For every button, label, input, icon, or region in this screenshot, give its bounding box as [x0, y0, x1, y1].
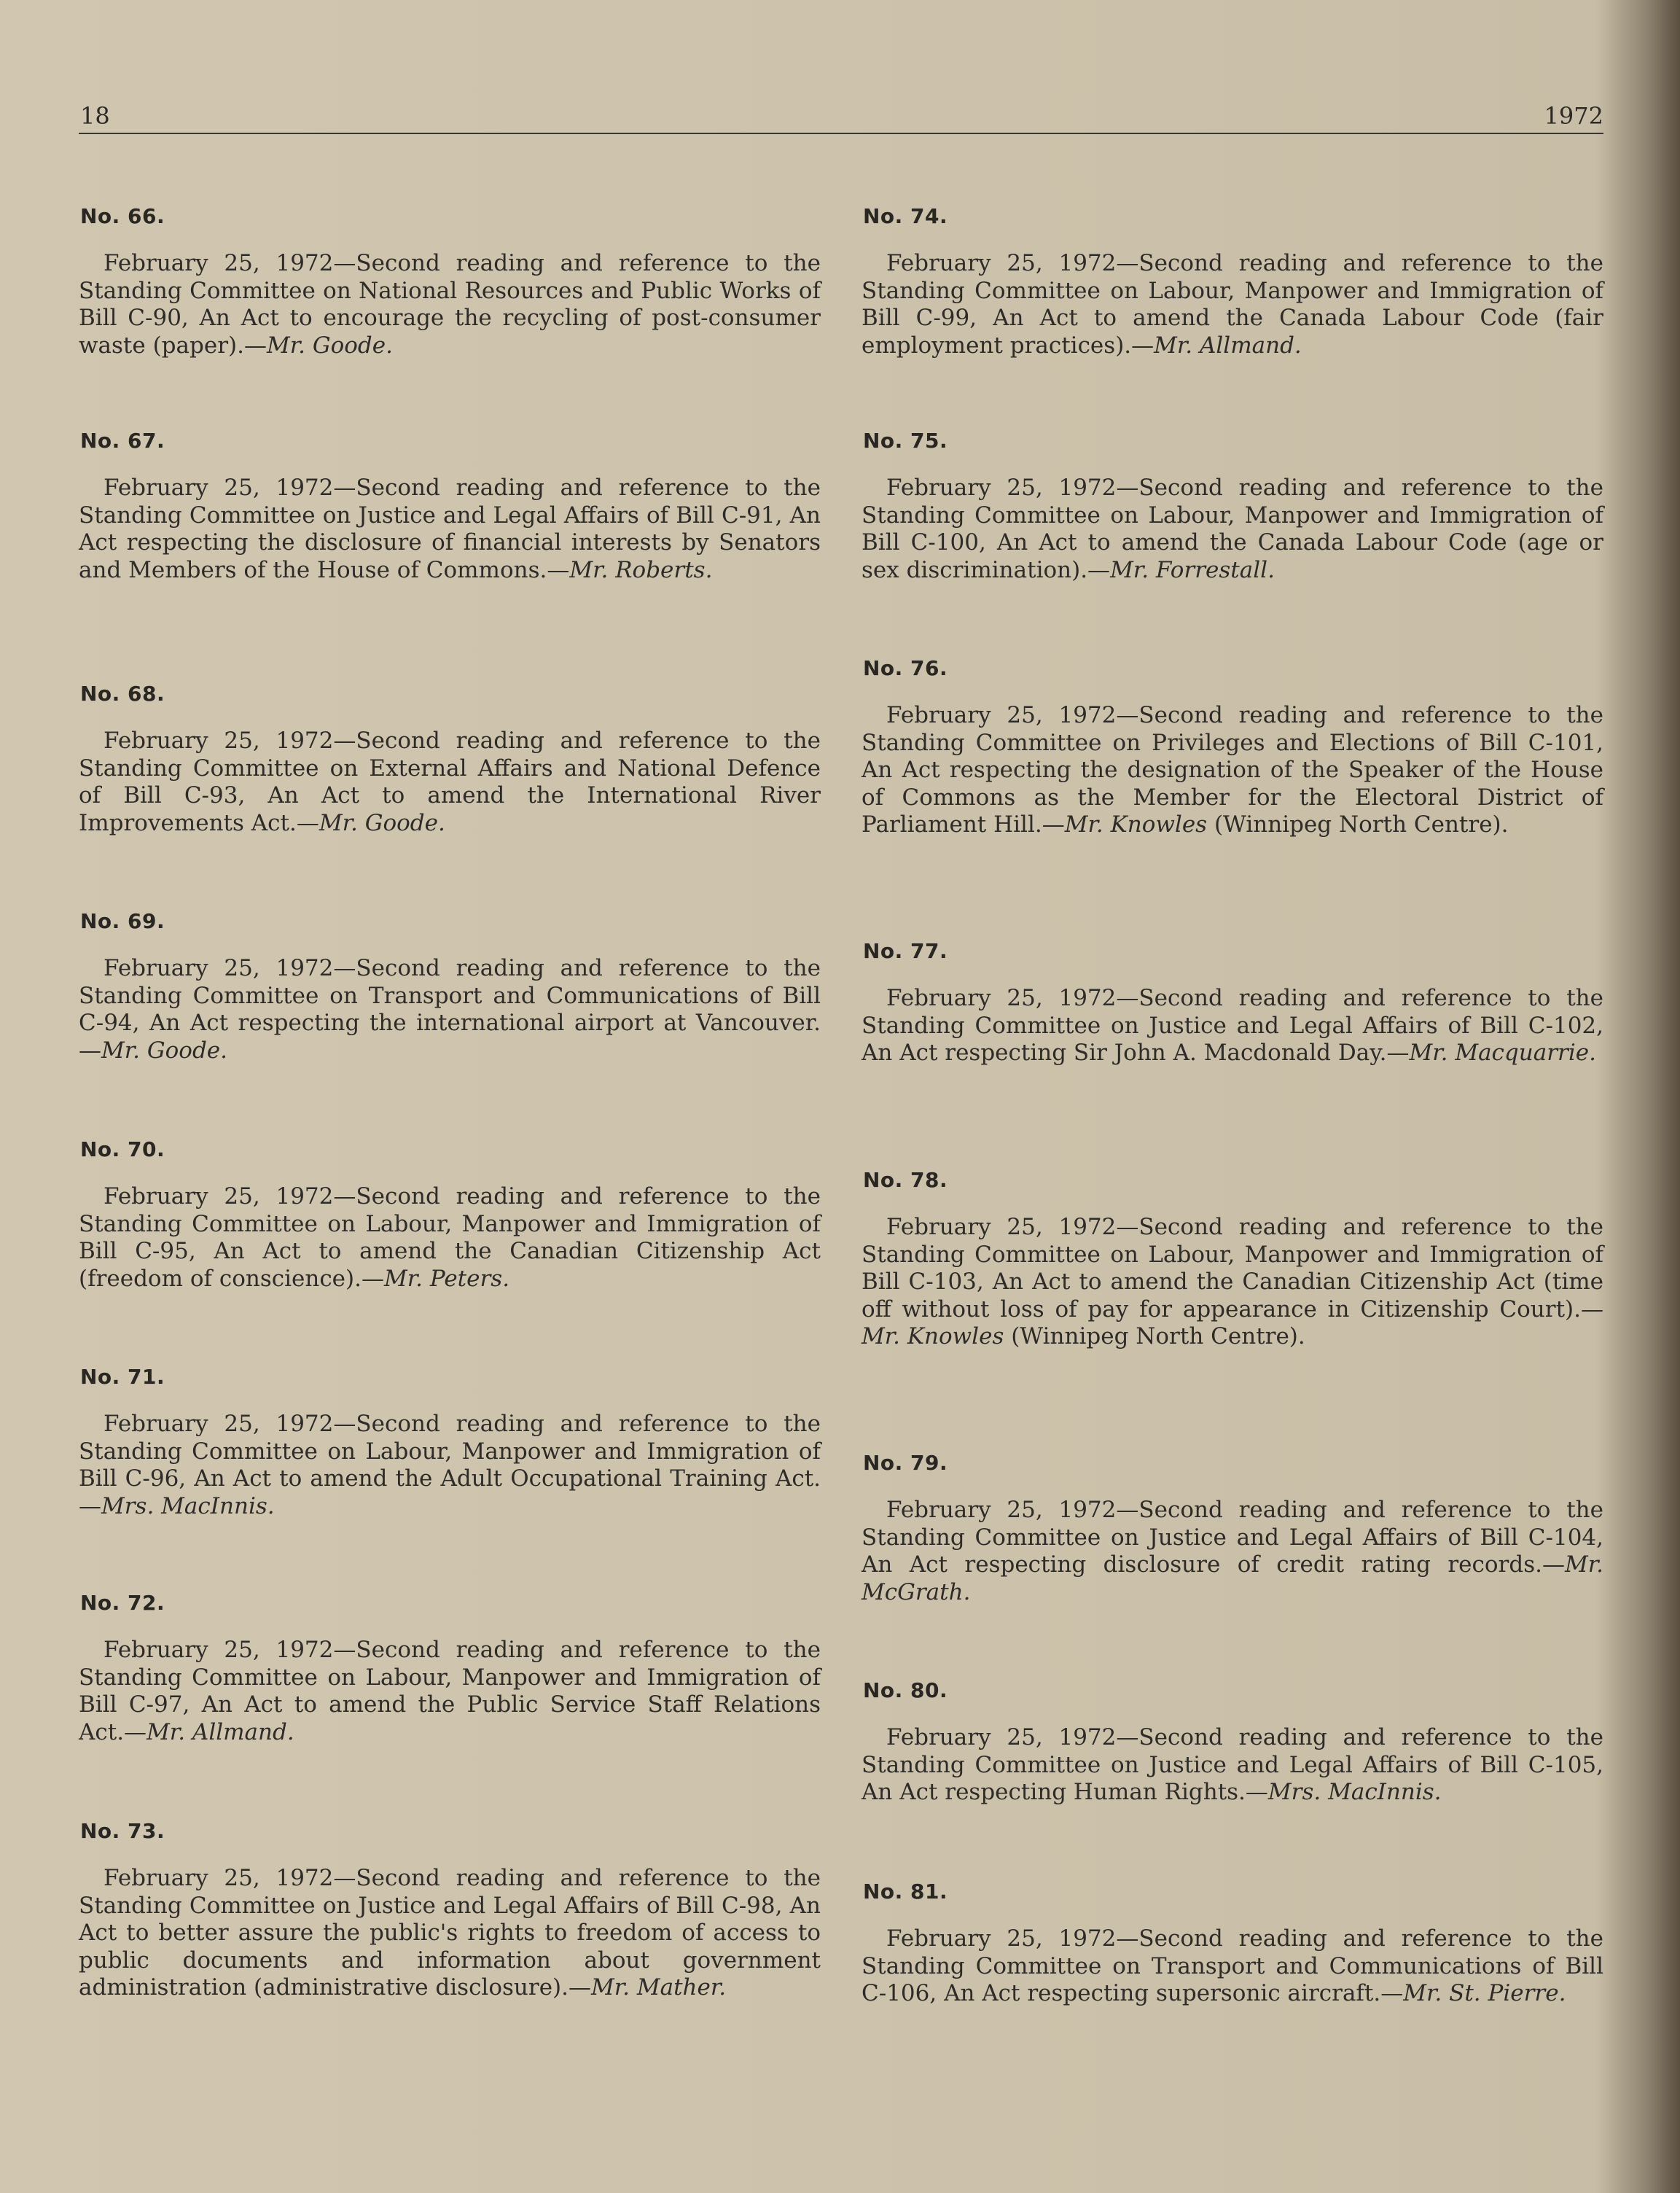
notice-entry — [862, 204, 1603, 359]
notice-number: No. 67. — [80, 429, 165, 453]
notice-text: February 25, 1972—Second reading and reference to the Standing Committee on Labour, Manpower and Immigration of Bill C-100, An Act to amend the Canada Labour Code (age or sex discrimination).—Mr. Forrestall. — [862, 475, 1603, 583]
notice-number: No. 80. — [863, 1678, 948, 1702]
sponsor-name: Mr. Forrestall. — [1110, 556, 1275, 583]
notice-number: No. 79. — [863, 1451, 948, 1475]
sponsor-name: Mr. Goode. — [101, 1037, 227, 1064]
sponsor-name: Mr. McGrath. — [862, 1551, 1603, 1605]
sponsor-name: Mr. St. Pierre. — [1403, 1980, 1566, 2006]
notice-text: February 25, 1972—Second reading and reference to the Standing Committee on Labour, Manpower and Immigration of Bill C-97, An Act to amend the Public Service Staff Relations Act.—Mr. Allmand. — [79, 1637, 821, 1745]
notice-text: February 25, 1972—Second reading and reference to the Standing Committee on Labour, Manpower and Immigration of Bill C-96, An Act to amend the Adult Occupational Training Act.—Mrs. MacInnis. — [79, 1411, 821, 1519]
notice-text: February 25, 1972—Second reading and reference to the Standing Committee on Transport and Communications of Bill C-106, An Act respecting supersonic aircraft.—Mr. St. Pierre. — [862, 1925, 1603, 2006]
sponsor-name: Mrs. MacInnis. — [1267, 1779, 1442, 1805]
notice-number: No. 72. — [80, 1591, 165, 1615]
notice-number: No. 68. — [80, 682, 165, 706]
notice-text: February 25, 1972—Second reading and reference to the Standing Committee on Justice and Legal Affairs of Bill C-102, An Act respecting Sir John A. Macdonald Day.—Mr. Macquarrie. — [862, 985, 1603, 1066]
notice-number: No. 75. — [863, 429, 948, 453]
notice-entry — [862, 656, 1603, 839]
notice-entry — [862, 429, 1603, 584]
notice-number: No. 74. — [863, 204, 948, 228]
sponsor-name: Mr. Knowles — [1064, 811, 1208, 838]
sponsor-name: Mr. Mather. — [591, 1974, 727, 2001]
sponsor-name: Mr. Goode. — [266, 332, 393, 359]
sponsor-name: Mr. Allmand. — [1154, 332, 1302, 359]
page-year: 1972 — [1544, 102, 1603, 130]
notice-text: February 25, 1972—Second reading and reference to the Standing Committee on National Resources and Public Works of Bill C-90, An Act to encourage the recycling of post-consumer waste (paper).—Mr. Goode. — [79, 250, 821, 359]
notice-entry — [862, 1168, 1603, 1351]
notice-number: No. 71. — [80, 1365, 165, 1389]
notice-text: February 25, 1972—Second reading and reference to the Standing Committee on Labour, Manpower and Immigration of Bill C-99, An Act to amend the Canada Labour Code (fair employment practices).—Mr. Allmand. — [862, 250, 1603, 359]
notice-entry — [79, 1137, 821, 1293]
notice-entry — [79, 682, 821, 837]
page-number: 18 — [80, 102, 110, 130]
sponsor-name: Mr. Roberts. — [569, 556, 713, 583]
sponsor-name: Mr. Macquarrie. — [1409, 1040, 1596, 1066]
notice-entry — [79, 1591, 821, 1746]
sponsor-name: Mrs. MacInnis. — [101, 1492, 275, 1519]
notice-entry — [79, 429, 821, 584]
notice-entry — [862, 1678, 1603, 1807]
notice-number: No. 78. — [863, 1168, 948, 1192]
notice-entry — [862, 1880, 1603, 2008]
notice-text: February 25, 1972—Second reading and reference to the Standing Committee on Justice and Legal Affairs of Bill C-104, An Act respecting disclosure of credit rating records.—Mr. McGrath. — [862, 1497, 1603, 1605]
notice-number: No. 81. — [863, 1880, 948, 1904]
notice-number: No. 76. — [863, 656, 948, 680]
sponsor-name: Mr. Peters. — [383, 1265, 510, 1292]
notice-number: No. 69. — [80, 909, 165, 933]
notice-entry — [79, 204, 821, 359]
sponsor-name: Mr. Knowles — [862, 1323, 1004, 1349]
notice-number: No. 73. — [80, 1819, 165, 1843]
page-header — [79, 102, 1603, 134]
notice-number: No. 70. — [80, 1137, 165, 1161]
notice-text: February 25, 1972—Second reading and reference to the Standing Committee on Labour, Manpower and Immigration of Bill C-95, An Act to amend the Canadian Citizenship Act (freedom of conscience).—Mr. Peters. — [79, 1183, 821, 1292]
notice-entry — [79, 909, 821, 1064]
notice-number: No. 77. — [863, 939, 948, 963]
notice-text: February 25, 1972—Second reading and reference to the Standing Committee on Justice and Legal Affairs of Bill C-105, An Act respecting Human Rights.—Mrs. MacInnis. — [862, 1724, 1603, 1805]
notice-text: February 25, 1972—Second reading and reference to the Standing Committee on Privileges and Elections of Bill C-101, An Act respecting the designation of the Speaker of the House of Commons as the Member for the Electoral District of Parliament Hill.—Mr. Knowles (Winnipeg North Centre). — [862, 702, 1603, 838]
notice-number: No. 66. — [80, 204, 165, 228]
notice-text: February 25, 1972—Second reading and reference to the Standing Committee on External Affairs and National Defence of Bill C-93, An Act to amend the International River Improvements Act.—Mr. Goode. — [79, 728, 821, 836]
notice-entry — [79, 1819, 821, 2002]
notice-entry — [862, 1451, 1603, 1606]
sponsor-name: Mr. Goode. — [319, 809, 445, 836]
notice-text: February 25, 1972—Second reading and reference to the Standing Committee on Justice and Legal Affairs of Bill C-98, An Act to better assure the public's rights to freedom of access to public documents and information about government administration (administrative disclosure).—Mr. Mather. — [79, 1865, 821, 2001]
notice-text: February 25, 1972—Second reading and reference to the Standing Committee on Transport and Communications of Bill C-94, An Act respecting the international airport at Vancouver.—Mr. Goode. — [79, 955, 821, 1064]
notice-text: February 25, 1972—Second reading and reference to the Standing Committee on Labour, Manpower and Immigration of Bill C-103, An Act to amend the Canadian Citizenship Act (time off without loss of pay for appearance in Citizenship Court).—Mr. Knowles (Winnipeg North Centre). — [862, 1214, 1603, 1349]
notice-entry — [862, 939, 1603, 1067]
notice-text: February 25, 1972—Second reading and reference to the Standing Committee on Justice and Legal Affairs of Bill C-91, An Act respecting the disclosure of financial interests by Senators and Members of the House of Commons.—Mr. Roberts. — [79, 475, 821, 583]
sponsor-name: Mr. Allmand. — [146, 1718, 294, 1745]
notice-entry — [79, 1365, 821, 1520]
